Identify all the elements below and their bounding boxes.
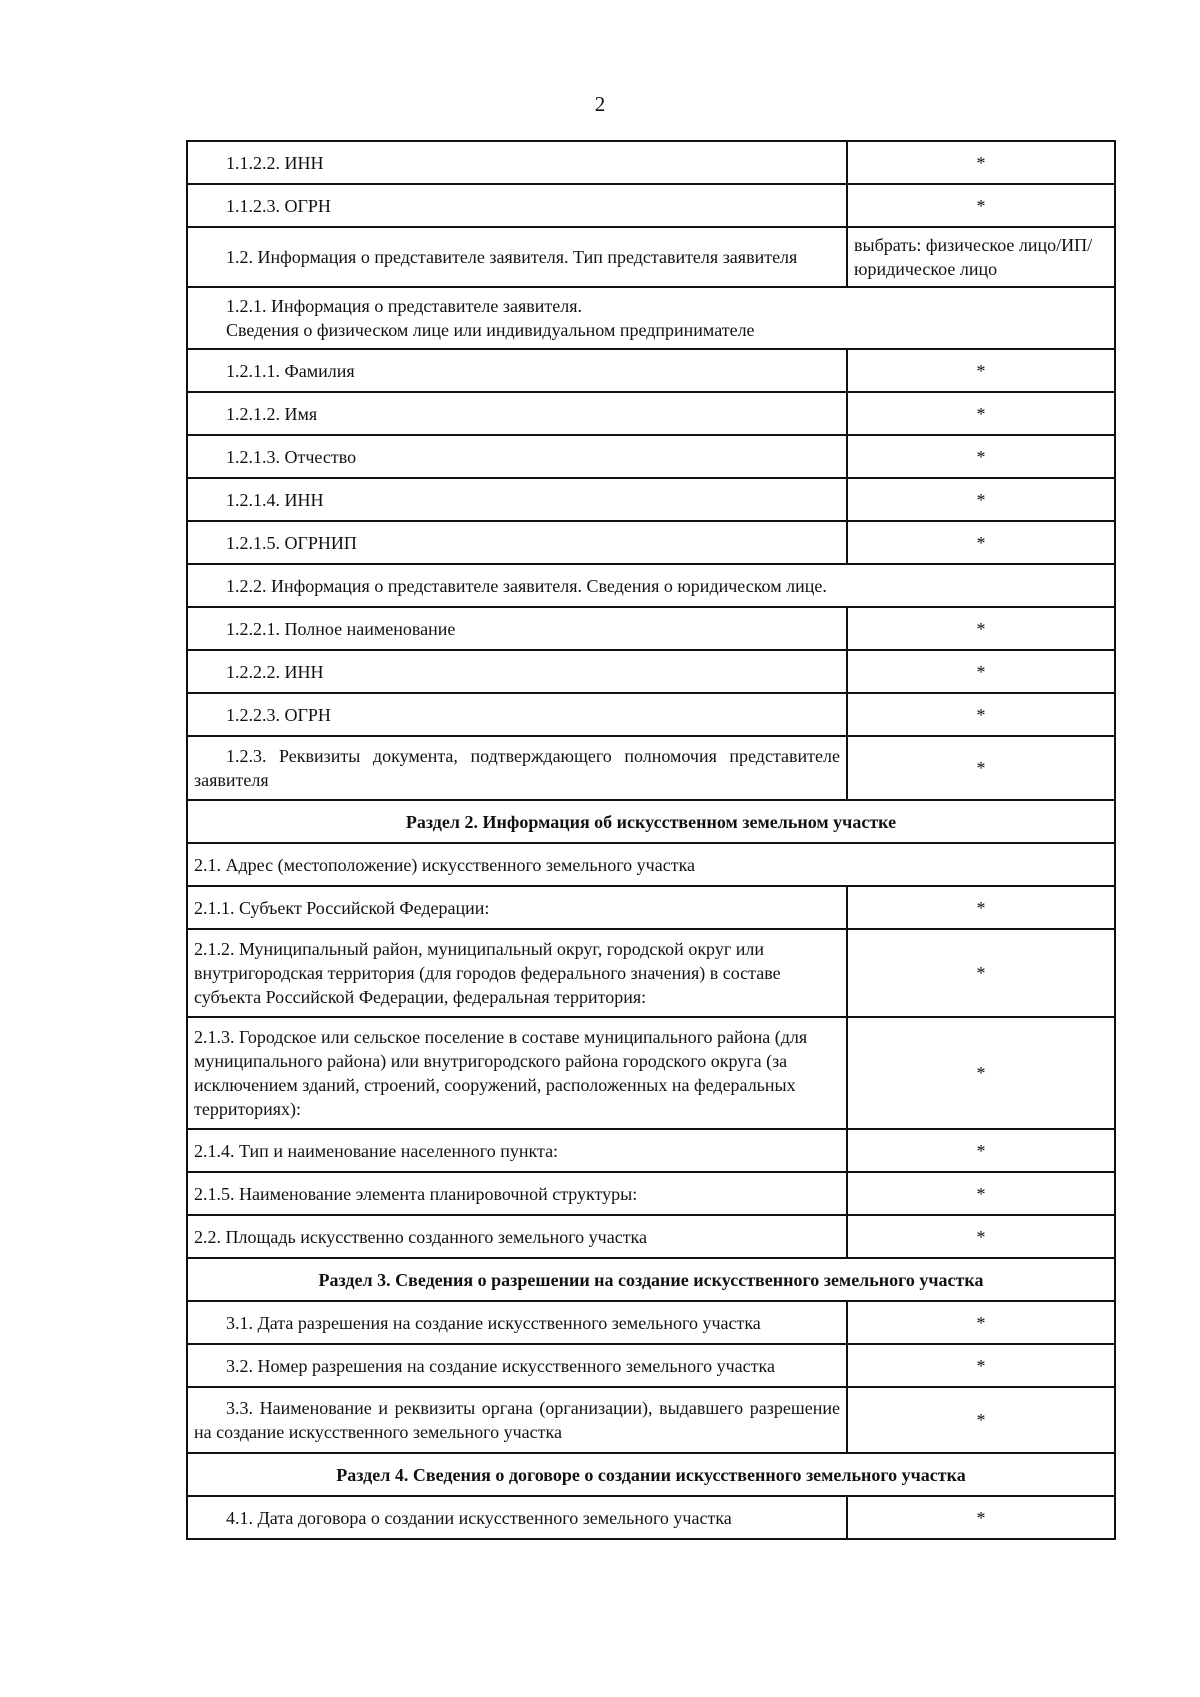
table-row	[187, 607, 1115, 650]
field-label: 1.1.2.3. ОГРН	[187, 184, 847, 227]
field-value: *	[847, 1496, 1115, 1539]
table-row	[187, 227, 1115, 287]
field-label: 1.2.1.2. Имя	[187, 392, 847, 435]
table-row	[187, 650, 1115, 693]
field-value: *	[847, 349, 1115, 392]
field-label: 2.1.4. Тип и наименование населенного пункта:	[187, 1129, 847, 1172]
field-value: *	[847, 1215, 1115, 1258]
field-value: *	[847, 478, 1115, 521]
field-value: *	[847, 1387, 1115, 1453]
field-value: *	[847, 1129, 1115, 1172]
field-label: 2.1.5. Наименование элемента планировочной структуры:	[187, 1172, 847, 1215]
table-row	[187, 800, 1115, 843]
field-label: 2.1.3. Городское или сельское поселение в составе муниципального района (для муниципального района) или внутригородского района городского округа (за исключением зданий, строений, сооружений, расположенных на федеральных территориях):	[187, 1017, 847, 1129]
subsection-heading: 2.1. Адрес (местоположение) искусственного земельного участка	[187, 843, 1115, 886]
table-row	[187, 521, 1115, 564]
field-label: 2.1.1. Субъект Российской Федерации:	[187, 886, 847, 929]
field-label-cell	[187, 1387, 847, 1453]
field-value: *	[847, 1172, 1115, 1215]
field-label: 1.2.2.2. ИНН	[187, 650, 847, 693]
table-row	[187, 392, 1115, 435]
field-value: *	[847, 736, 1115, 800]
table-row	[187, 1496, 1115, 1539]
table-row	[187, 1129, 1115, 1172]
table-row	[187, 1172, 1115, 1215]
table-row	[187, 1017, 1115, 1129]
table-row	[187, 736, 1115, 800]
field-label: 1.2.1.5. ОГРНИП	[187, 521, 847, 564]
table-row	[187, 435, 1115, 478]
field-label: 1.2.3. Реквизиты документа, подтверждающего полномочия представителе заявителя	[194, 746, 840, 790]
table-row	[187, 1258, 1115, 1301]
field-label: 1.1.2.2. ИНН	[187, 141, 847, 184]
field-label-cell	[187, 227, 847, 287]
field-value: *	[847, 521, 1115, 564]
table-row	[187, 564, 1115, 607]
field-value: *	[847, 1017, 1115, 1129]
field-value: *	[847, 1344, 1115, 1387]
field-label: 2.1.2. Муниципальный район, муниципальный округ, городской округ или внутригородская территория (для городов федерального значения) в составе субъекта Российской Федерации, федеральная территория:	[187, 929, 847, 1017]
representative-type-choice: выбрать: физическое лицо/ИП/юридическое лицо	[847, 227, 1115, 287]
field-value: *	[847, 650, 1115, 693]
table-row	[187, 1453, 1115, 1496]
field-label: 1.2. Информация о представителе заявителя. Тип представителя заявителя	[226, 247, 798, 267]
table-row	[187, 843, 1115, 886]
table-row	[187, 349, 1115, 392]
field-label: 3.3. Наименование и реквизиты органа (организации), выдавшего разрешение на создание искусственного земельного участка	[194, 1398, 840, 1442]
field-label: 1.2.2.3. ОГРН	[187, 693, 847, 736]
table-row	[187, 693, 1115, 736]
field-label: 3.1. Дата разрешения на создание искусственного земельного участка	[187, 1301, 847, 1344]
table-row	[187, 478, 1115, 521]
table-row	[187, 1301, 1115, 1344]
table-row	[187, 184, 1115, 227]
field-value: *	[847, 886, 1115, 929]
field-value: *	[847, 184, 1115, 227]
subsection-heading-line: 1.2.1. Информация о представителе заявителя.	[226, 296, 583, 316]
field-label: 2.2. Площадь искусственно созданного земельного участка	[187, 1215, 847, 1258]
field-value: *	[847, 1301, 1115, 1344]
page-number: 2	[594, 92, 606, 116]
section-heading: Раздел 2. Информация об искусственном земельном участке	[187, 800, 1115, 843]
field-value: *	[847, 929, 1115, 1017]
field-value: *	[847, 693, 1115, 736]
field-label: 1.2.1.1. Фамилия	[187, 349, 847, 392]
field-label: 1.2.2.1. Полное наименование	[187, 607, 847, 650]
field-value: *	[847, 141, 1115, 184]
field-label: 4.1. Дата договора о создании искусственного земельного участка	[187, 1496, 847, 1539]
field-value: *	[847, 435, 1115, 478]
table-row	[187, 886, 1115, 929]
table-row	[187, 1344, 1115, 1387]
table-row	[187, 929, 1115, 1017]
table-row	[187, 1215, 1115, 1258]
section-heading: Раздел 3. Сведения о разрешении на создание искусственного земельного участка	[187, 1258, 1115, 1301]
field-label: 1.2.1.3. Отчество	[187, 435, 847, 478]
application-form-table	[186, 140, 1116, 1540]
field-value: *	[847, 392, 1115, 435]
table-row	[187, 1387, 1115, 1453]
subsection-heading	[187, 287, 1115, 349]
field-label: 1.2.1.4. ИНН	[187, 478, 847, 521]
subsection-heading-line: Сведения о физическом лице или индивидуальном предпринимателе	[226, 320, 755, 340]
table-row	[187, 141, 1115, 184]
section-heading: Раздел 4. Сведения о договоре о создании искусственного земельного участка	[187, 1453, 1115, 1496]
subsection-heading: 1.2.2. Информация о представителе заявителя. Сведения о юридическом лице.	[187, 564, 1115, 607]
field-label: 3.2. Номер разрешения на создание искусственного земельного участка	[187, 1344, 847, 1387]
table-row	[187, 287, 1115, 349]
field-label-cell	[187, 736, 847, 800]
field-value: *	[847, 607, 1115, 650]
